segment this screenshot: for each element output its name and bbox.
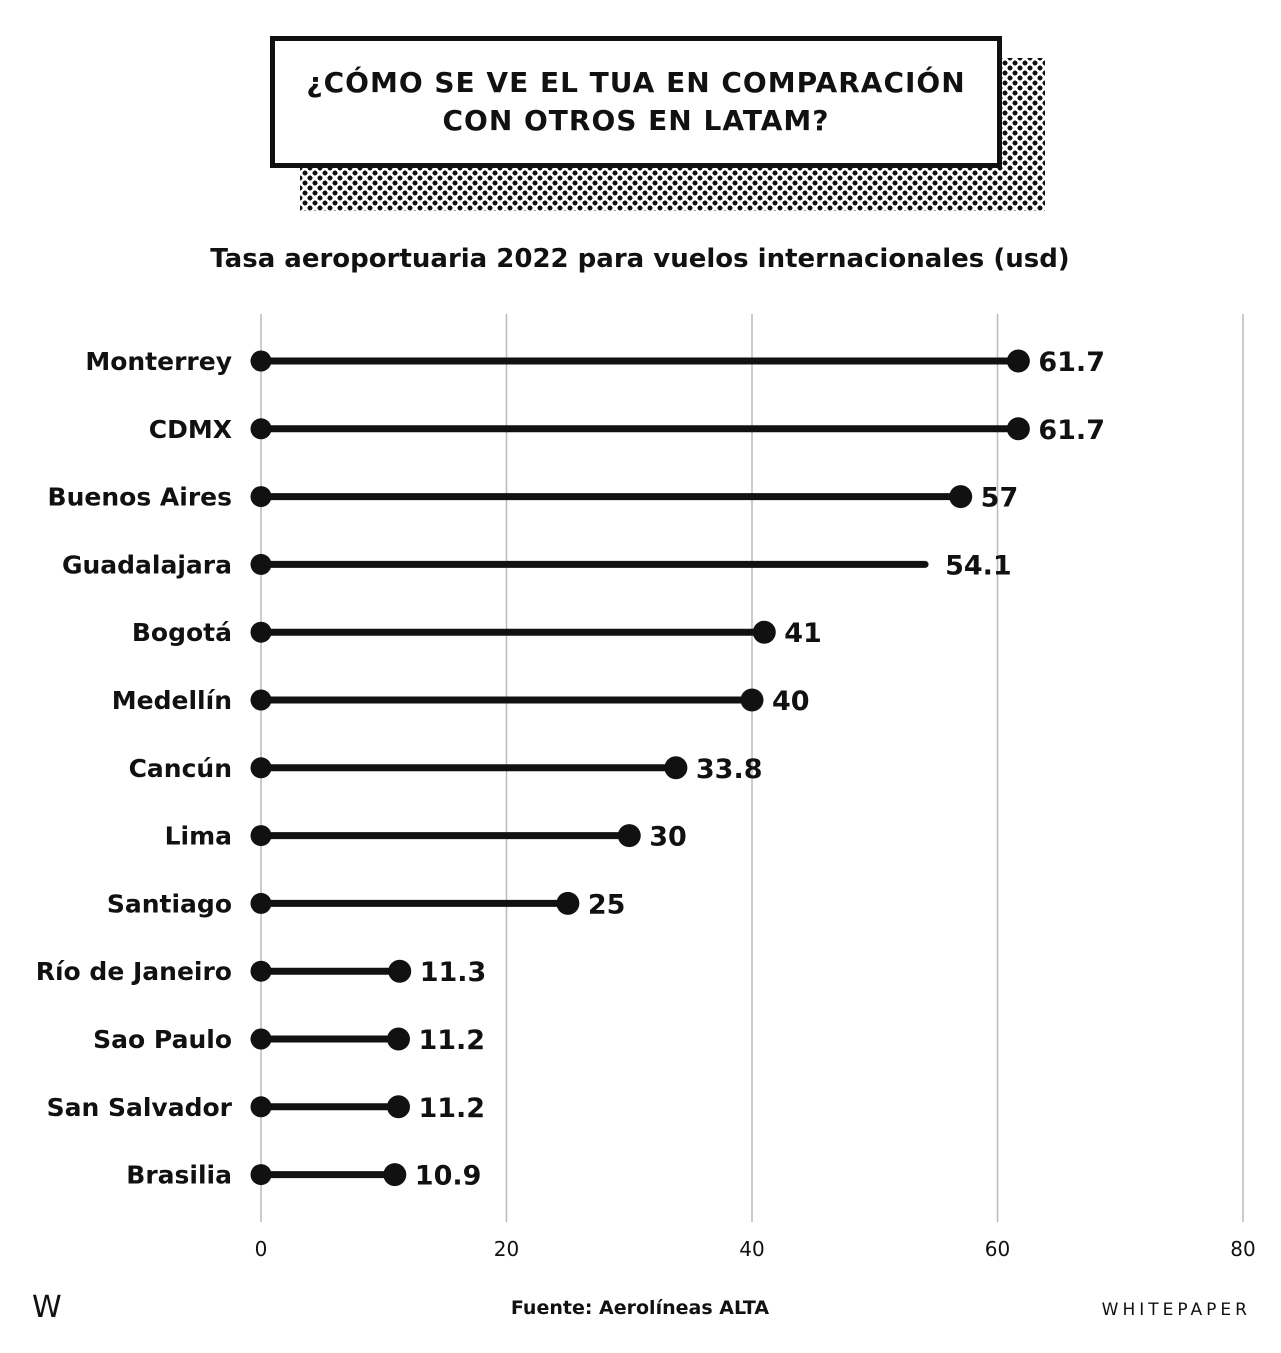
chart-title: ¿CÓMO SE VE EL TUA EN COMPARACIÓN CON OTROS EN LATAM? [270,36,1002,168]
lollipop-start-dot [251,825,272,846]
lollipop-end-dot [1007,417,1030,440]
lollipop-end-dot [753,621,776,644]
lollipop-start-dot [251,486,272,507]
x-tick-label: 60 [984,1237,1011,1261]
lollipop-start-dot [251,961,272,982]
lollipop-end-dot [387,1028,410,1051]
category-label: Santiago [106,889,232,919]
lollipop-start-dot [251,622,272,643]
category-label: Guadalajara [61,550,232,580]
value-label: 25 [587,889,626,921]
value-label: 11.3 [419,957,487,989]
chart-subtitle: Tasa aeroportuaria 2022 para vuelos internacionales (usd) [210,244,1070,274]
value-label: 10.9 [414,1160,482,1192]
lollipop-start-dot [251,1096,272,1117]
value-label: 11.2 [418,1092,486,1124]
value-label: 61.7 [1038,347,1105,378]
lollipop-end-dot [1007,350,1030,373]
lollipop-end-dot [949,485,972,508]
brand-name: WHITEPAPER [1101,1300,1251,1320]
category-label: Monterrey [85,347,232,376]
source-note: Fuente: Aerolíneas ALTA [510,1297,770,1319]
value-label: 54.1 [945,550,1012,582]
lollipop-end-dot [741,689,764,712]
x-tick-label: 40 [739,1237,765,1261]
x-tick-label: 0 [254,1237,268,1261]
lollipop-end-dot [618,824,641,847]
value-label: 57 [980,482,1019,514]
value-label: 33.8 [695,753,763,785]
lollipop-start-dot [251,1029,272,1050]
category-label: Buenos Aires [47,482,232,512]
whitepaper-logo: W [32,1290,62,1325]
category-label: CDMX [148,414,232,444]
lollipop-start-dot [251,554,272,575]
lollipop-end-dot [383,1163,406,1186]
lollipop-start-dot [251,690,272,711]
category-label: Río de Janeiro [35,957,232,987]
value-label: 41 [784,618,822,650]
lollipop-end-dot [664,756,687,779]
value-label: 30 [649,821,687,853]
value-label: 11.2 [418,1025,486,1056]
category-label: Medellín [111,686,232,715]
lollipop-start-dot [251,418,272,439]
lollipop-start-dot [251,351,272,372]
lollipop-end-dot [556,892,579,915]
value-label: 61.7 [1038,414,1105,446]
category-label: Sao Paulo [93,1025,232,1054]
x-tick-label: 20 [493,1237,520,1261]
category-label: Cancún [128,753,232,783]
category-label: San Salvador [46,1092,232,1122]
x-tick-label: 80 [1230,1237,1256,1261]
lollipop-start-dot [251,757,272,778]
category-label: Lima [164,821,232,851]
lollipop-end-dot [388,960,411,983]
lollipop-start-dot [251,1164,272,1185]
category-label: Brasilia [126,1160,232,1190]
value-label: 40 [772,686,810,717]
lollipop-end-dot [387,1095,410,1118]
lollipop-start-dot [251,893,272,914]
category-label: Bogotá [131,618,232,648]
